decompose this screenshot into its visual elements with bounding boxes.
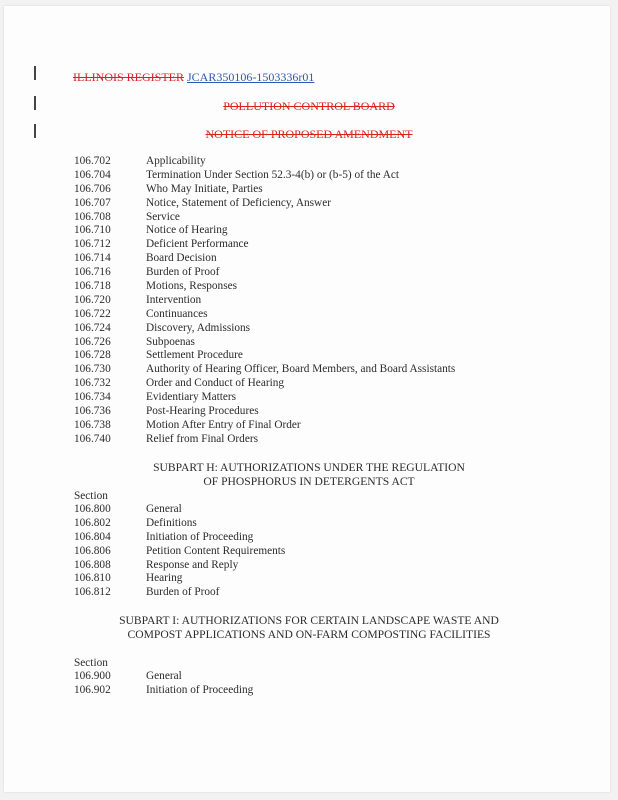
section-number: 106.710 <box>74 224 111 237</box>
list-item <box>74 433 455 447</box>
list-item <box>74 183 455 197</box>
section-title: Burden of Proof <box>146 266 220 279</box>
board-struck-text: POLLUTION CONTROL BOARD <box>223 99 395 113</box>
section-number: 106.734 <box>74 391 111 404</box>
list-item <box>74 503 285 517</box>
list-item <box>74 559 285 573</box>
change-bar <box>34 66 36 80</box>
section-title: Settlement Procedure <box>146 349 243 362</box>
section-number: 106.810 <box>74 572 111 585</box>
subpart-i-section-label: Section <box>74 657 108 669</box>
register-header <box>73 70 314 84</box>
section-title: Notice, Statement of Deficiency, Answer <box>146 196 331 209</box>
list-item <box>74 377 455 391</box>
section-number: 106.738 <box>74 418 111 431</box>
section-number: 106.708 <box>74 210 111 223</box>
section-number: 106.704 <box>74 168 111 181</box>
section-title: Motion After Entry of Final Order <box>146 418 301 431</box>
notice-struck-text: NOTICE OF PROPOSED AMENDMENT <box>205 127 413 141</box>
section-title: Deficient Performance <box>146 238 249 251</box>
section-number: 106.900 <box>74 670 111 682</box>
list-item <box>74 252 455 266</box>
section-title: Response and Reply <box>146 558 239 571</box>
list-item <box>74 531 285 545</box>
list-item <box>74 308 455 322</box>
section-title: Termination Under Section 52.3-4(b) or (b-5) of the Act <box>146 168 400 181</box>
section-title: Notice of Hearing <box>146 224 228 237</box>
section-title: Intervention <box>146 293 202 306</box>
section-title: General <box>146 503 182 515</box>
list-item <box>74 322 455 336</box>
list-item <box>74 670 253 684</box>
subpart-i-line1: SUBPART I: AUTHORIZATIONS FOR CERTAIN LANDSCAPE WASTE AND <box>119 614 499 627</box>
list-item <box>74 169 455 183</box>
list-item <box>74 238 455 252</box>
list-item <box>74 197 455 211</box>
list-item <box>74 684 253 698</box>
subpart-h-section-label: Section <box>74 490 108 502</box>
section-number: 106.800 <box>74 503 111 515</box>
section-title: Board Decision <box>146 252 217 265</box>
section-number: 106.722 <box>74 307 111 320</box>
list-item <box>74 211 455 225</box>
section-list-subpart-i <box>74 670 253 698</box>
register-struck-text: ILLINOIS REGISTER <box>73 70 184 84</box>
section-number: 106.730 <box>74 363 111 376</box>
list-item <box>74 155 455 169</box>
section-number: 106.720 <box>74 293 111 306</box>
section-number: 106.702 <box>74 155 111 167</box>
list-item <box>74 266 455 280</box>
section-title: Hearing <box>146 572 183 585</box>
section-number: 106.806 <box>74 544 111 557</box>
list-item <box>74 419 455 433</box>
section-list-subpart-h <box>74 503 285 600</box>
register-inserted-text: JCAR350106-1503336r01 <box>187 70 315 84</box>
section-number: 106.724 <box>74 321 111 334</box>
section-title: Continuances <box>146 307 208 320</box>
section-number: 106.802 <box>74 516 111 529</box>
list-item <box>74 224 455 238</box>
section-number: 106.712 <box>74 238 111 251</box>
list-item <box>74 545 285 559</box>
section-number: 106.902 <box>74 683 111 696</box>
section-number: 106.736 <box>74 405 111 418</box>
section-title: Who May Initiate, Parties <box>146 182 263 195</box>
section-number: 106.726 <box>74 335 111 348</box>
section-number: 106.707 <box>74 196 111 209</box>
section-title: Definitions <box>146 516 197 529</box>
section-title: Initiation of Proceeding <box>146 530 254 543</box>
subpart-h-heading <box>0 461 618 489</box>
subpart-i-heading <box>0 614 618 642</box>
list-item <box>74 586 285 600</box>
list-item <box>74 280 455 294</box>
section-title: Post-Hearing Procedures <box>146 405 259 418</box>
list-item <box>74 336 455 350</box>
board-header <box>0 99 618 113</box>
section-title: Authority of Hearing Officer, Board Members, and Board Assistants <box>146 363 456 376</box>
list-item <box>74 517 285 531</box>
list-item <box>74 405 455 419</box>
section-number: 106.718 <box>74 280 111 293</box>
section-number: 106.716 <box>74 266 111 279</box>
section-list-top <box>74 155 455 447</box>
section-title: Initiation of Proceeding <box>146 683 254 696</box>
list-item <box>74 363 455 377</box>
section-number: 106.804 <box>74 530 111 543</box>
section-number: 106.714 <box>74 252 111 265</box>
subpart-h-line1: SUBPART H: AUTHORIZATIONS UNDER THE REGULATION <box>153 461 465 474</box>
section-title: General <box>146 670 182 682</box>
list-item <box>74 572 285 586</box>
list-item <box>74 391 455 405</box>
section-number: 106.740 <box>74 432 111 445</box>
section-title: Subpoenas <box>146 335 195 348</box>
section-title: Order and Conduct of Hearing <box>146 377 285 390</box>
section-title: Service <box>146 210 180 223</box>
section-title: Motions, Responses <box>146 280 238 293</box>
subpart-h-line2: OF PHOSPHORUS IN DETERGENTS ACT <box>203 475 415 488</box>
section-title: Applicability <box>146 155 206 167</box>
section-title: Discovery, Admissions <box>146 321 251 334</box>
list-item <box>74 294 455 308</box>
list-item <box>74 349 455 363</box>
section-title: Evidentiary Matters <box>146 391 237 404</box>
section-title: Relief from Final Orders <box>146 432 258 445</box>
notice-header <box>0 127 618 141</box>
section-title: Burden of Proof <box>146 586 220 599</box>
section-number: 106.808 <box>74 558 111 571</box>
section-number: 106.812 <box>74 586 111 599</box>
section-title: Petition Content Requirements <box>146 544 286 557</box>
section-number: 106.706 <box>74 182 111 195</box>
section-number: 106.728 <box>74 349 111 362</box>
section-number: 106.732 <box>74 377 111 390</box>
subpart-i-line2: COMPOST APPLICATIONS AND ON-FARM COMPOSTING FACILITIES <box>127 628 491 641</box>
